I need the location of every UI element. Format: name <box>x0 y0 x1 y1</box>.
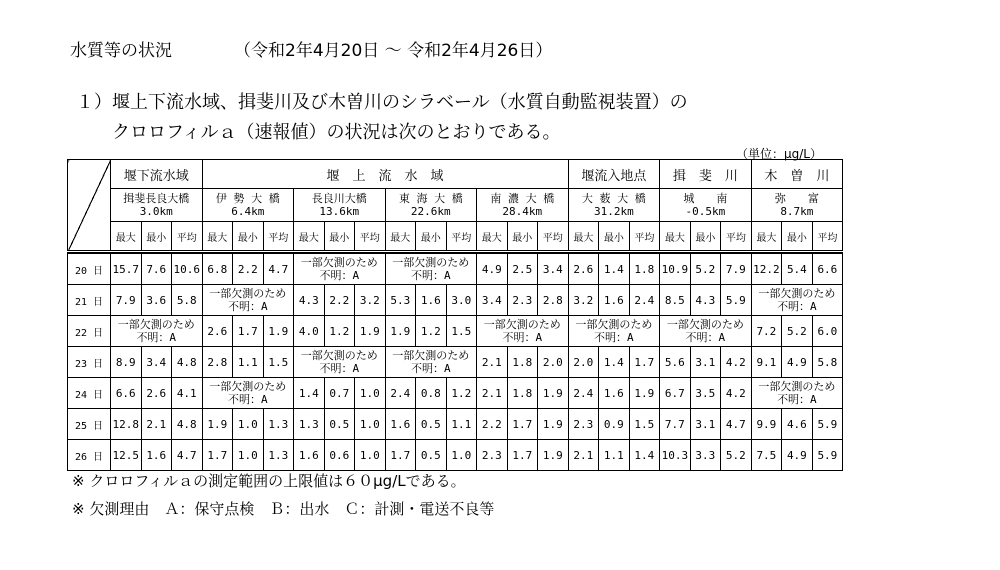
stat-label: 最小 <box>507 222 538 252</box>
value-cell: 1.9 <box>202 409 233 440</box>
stat-label: 最大 <box>477 222 508 252</box>
value-cell: 8.9 <box>111 347 142 378</box>
table-row <box>68 409 843 440</box>
value-cell: 9.9 <box>751 409 782 440</box>
missing-text: 一部欠測のため <box>758 380 836 393</box>
day-label: 21 日 <box>68 285 111 316</box>
value-cell: 3.6 <box>141 285 172 316</box>
value-cell: 1.0 <box>355 378 386 409</box>
stat-label: 最大 <box>294 222 325 252</box>
unit-note: （単位：μg/L） <box>736 147 822 161</box>
value-cell: 2.4 <box>629 285 660 316</box>
value-cell: 1.9 <box>538 378 569 409</box>
value-cell: 1.3 <box>263 409 294 440</box>
value-cell: 3.1 <box>690 347 721 378</box>
value-cell: 0.6 <box>324 440 355 471</box>
value-cell: 5.2 <box>782 316 813 347</box>
value-cell: 7.6 <box>141 254 172 285</box>
station-header <box>202 189 294 222</box>
value-cell: 1.4 <box>294 378 325 409</box>
value-cell: 2.1 <box>141 409 172 440</box>
station-header <box>385 189 477 222</box>
missing-reason: 不明：A <box>410 362 451 375</box>
station-name: 伊 勢 大 橋 <box>215 192 280 205</box>
value-cell: 1.8 <box>629 254 660 285</box>
value-cell: 3.4 <box>141 347 172 378</box>
table-row <box>68 347 843 378</box>
station-header <box>294 189 386 222</box>
missing-text: 一部欠測のため <box>209 380 287 393</box>
value-cell: 1.5 <box>446 316 477 347</box>
missing-data-cell <box>751 285 843 316</box>
missing-reason: 不明：A <box>227 393 268 406</box>
value-cell: 10.9 <box>660 254 691 285</box>
station-distance: -0.5km <box>685 205 726 218</box>
missing-text: 一部欠測のため <box>575 318 653 331</box>
station-name: 弥 富 <box>774 192 819 205</box>
value-cell: 4.7 <box>172 440 203 471</box>
value-cell: 7.9 <box>721 254 752 285</box>
intro-line-1: １）堰上下流水域、揖斐川及び木曽川のシラベール（水質自動監視装置）の <box>76 92 688 113</box>
note-missing-reasons: ※ 欠測理由 Ａ：保守点検 Ｂ：出水 Ｃ：計測・電送不良等 <box>72 500 495 518</box>
value-cell: 1.1 <box>233 347 264 378</box>
value-cell: 1.2 <box>324 316 355 347</box>
day-label: 25 日 <box>68 409 111 440</box>
value-cell: 10.6 <box>172 254 203 285</box>
missing-data-cell <box>294 254 386 285</box>
table-row <box>68 440 843 471</box>
value-cell: 4.6 <box>782 409 813 440</box>
station-distance: 31.2km <box>593 205 634 218</box>
value-cell: 4.2 <box>721 347 752 378</box>
value-cell: 1.1 <box>599 440 630 471</box>
station-distance: 3.0km <box>139 205 173 218</box>
stat-label: 最大 <box>568 222 599 252</box>
missing-text: 一部欠測のため <box>300 256 378 269</box>
station-distance: 13.6km <box>319 205 360 218</box>
missing-data-cell <box>294 347 386 378</box>
stat-label: 最小 <box>141 222 172 252</box>
stat-label: 最小 <box>324 222 355 252</box>
value-cell: 1.6 <box>599 285 630 316</box>
value-cell: 3.5 <box>690 378 721 409</box>
missing-reason: 不明：A <box>594 331 634 344</box>
day-label: 23 日 <box>68 347 111 378</box>
chlorophyll-table <box>67 159 843 471</box>
missing-reason: 不明：A <box>410 269 451 282</box>
station-name: 大 薮 大 橋 <box>581 192 646 205</box>
value-cell: 7.9 <box>111 285 142 316</box>
table-row <box>68 254 843 285</box>
value-cell: 1.8 <box>507 378 538 409</box>
value-cell: 3.2 <box>355 285 386 316</box>
station-distance: 28.4km <box>502 205 543 218</box>
stat-label: 平均 <box>629 222 660 252</box>
missing-text: 一部欠測のため <box>209 287 287 300</box>
missing-data-cell <box>202 378 294 409</box>
value-cell: 3.4 <box>538 254 569 285</box>
value-cell: 12.5 <box>111 440 142 471</box>
missing-data-cell <box>477 316 569 347</box>
value-cell: 1.6 <box>294 440 325 471</box>
day-label: 24 日 <box>68 378 111 409</box>
value-cell: 1.7 <box>385 440 416 471</box>
group-upstream: 堰 上 流 水 域 <box>202 160 568 189</box>
value-cell: 1.4 <box>629 440 660 471</box>
value-cell: 9.1 <box>751 347 782 378</box>
missing-text: 一部欠測のため <box>483 318 561 331</box>
value-cell: 1.6 <box>141 440 172 471</box>
missing-text: 一部欠測のため <box>758 287 836 300</box>
group-inflow: 堰流入地点 <box>568 160 660 189</box>
value-cell: 1.1 <box>446 409 477 440</box>
station-distance: 8.7km <box>780 205 814 218</box>
stat-label: 最小 <box>416 222 447 252</box>
station-header <box>477 189 569 222</box>
value-cell: 2.0 <box>568 347 599 378</box>
heading-period: （令和2年4月20日 ～ 令和2年4月26日） <box>234 41 553 61</box>
missing-reason: 不明：A <box>777 393 817 406</box>
value-cell: 2.2 <box>233 254 264 285</box>
missing-data-cell <box>111 316 203 347</box>
station-header <box>751 189 843 222</box>
value-cell: 1.6 <box>599 378 630 409</box>
value-cell: 5.9 <box>812 440 843 471</box>
missing-data-cell <box>751 378 843 409</box>
value-cell: 1.6 <box>416 285 447 316</box>
stat-label: 平均 <box>721 222 752 252</box>
group-kiso-river: 木 曽 川 <box>751 160 843 189</box>
value-cell: 5.9 <box>721 285 752 316</box>
value-cell: 2.5 <box>507 254 538 285</box>
value-cell: 15.7 <box>111 254 142 285</box>
note-range: ※ クロロフィルａの測定範囲の上限値は６０μg/Lである。 <box>72 472 466 490</box>
value-cell: 4.3 <box>294 285 325 316</box>
value-cell: 1.5 <box>629 409 660 440</box>
value-cell: 1.0 <box>233 440 264 471</box>
missing-reason: 不明：A <box>777 300 817 313</box>
missing-reason: 不明：A <box>685 331 726 344</box>
value-cell: 1.2 <box>416 316 447 347</box>
value-cell: 2.6 <box>568 254 599 285</box>
value-cell: 6.8 <box>202 254 233 285</box>
station-name: 長良川大橋 <box>311 192 367 205</box>
value-cell: 5.2 <box>721 440 752 471</box>
stat-label: 平均 <box>812 222 843 252</box>
missing-reason: 不明：A <box>319 269 360 282</box>
value-cell: 0.5 <box>324 409 355 440</box>
value-cell: 6.7 <box>660 378 691 409</box>
value-cell: 4.8 <box>172 409 203 440</box>
stat-label: 平均 <box>263 222 294 252</box>
value-cell: 2.0 <box>538 347 569 378</box>
value-cell: 4.3 <box>690 285 721 316</box>
stat-label: 平均 <box>172 222 203 252</box>
value-cell: 1.4 <box>599 347 630 378</box>
stat-label: 最大 <box>202 222 233 252</box>
value-cell: 5.8 <box>812 347 843 378</box>
value-cell: 4.9 <box>782 347 813 378</box>
value-cell: 6.6 <box>111 378 142 409</box>
station-distance: 6.4km <box>231 205 265 218</box>
value-cell: 1.0 <box>233 409 264 440</box>
value-cell: 4.9 <box>477 254 508 285</box>
value-cell: 3.0 <box>446 285 477 316</box>
value-cell: 1.0 <box>355 440 386 471</box>
value-cell: 1.7 <box>507 440 538 471</box>
missing-text: 一部欠測のため <box>392 349 470 362</box>
value-cell: 1.9 <box>263 316 294 347</box>
stat-label: 最大 <box>111 222 142 252</box>
stat-label: 最大 <box>660 222 691 252</box>
value-cell: 0.8 <box>416 378 447 409</box>
value-cell: 1.4 <box>599 254 630 285</box>
value-cell: 4.9 <box>782 440 813 471</box>
value-cell: 2.1 <box>477 378 508 409</box>
station-distance: 22.6km <box>410 205 451 218</box>
value-cell: 7.5 <box>751 440 782 471</box>
value-cell: 1.7 <box>233 316 264 347</box>
stat-label: 平均 <box>446 222 477 252</box>
value-cell: 1.6 <box>385 409 416 440</box>
value-cell: 1.8 <box>507 347 538 378</box>
stat-label: 平均 <box>538 222 569 252</box>
value-cell: 3.1 <box>690 409 721 440</box>
value-cell: 3.3 <box>690 440 721 471</box>
value-cell: 10.3 <box>660 440 691 471</box>
heading-title: 水質等の状況 <box>70 41 172 61</box>
page-heading <box>70 36 552 61</box>
missing-text: 一部欠測のため <box>392 256 470 269</box>
missing-text: 一部欠測のため <box>300 349 378 362</box>
stat-label: 最大 <box>385 222 416 252</box>
value-cell: 6.6 <box>812 254 843 285</box>
corner-diagonal-cell <box>68 160 111 252</box>
value-cell: 2.8 <box>538 285 569 316</box>
value-cell: 1.0 <box>355 409 386 440</box>
value-cell: 4.2 <box>721 378 752 409</box>
missing-reason: 不明：A <box>227 300 268 313</box>
day-label: 20 日 <box>68 254 111 285</box>
table-row <box>68 316 843 347</box>
intro-line-2: クロロフィルａ（速報値）の状況は次のとおりである。 <box>112 122 561 143</box>
station-name: 東 海 大 橋 <box>398 192 463 205</box>
stat-label: 最小 <box>233 222 264 252</box>
value-cell: 2.4 <box>385 378 416 409</box>
value-cell: 4.7 <box>721 409 752 440</box>
day-label: 26 日 <box>68 440 111 471</box>
group-downstream: 堰下流水域 <box>111 160 203 189</box>
station-name: 南 濃 大 橋 <box>490 192 555 205</box>
station-header <box>568 189 660 222</box>
value-cell: 0.5 <box>416 440 447 471</box>
value-cell: 3.4 <box>477 285 508 316</box>
value-cell: 1.9 <box>538 409 569 440</box>
value-cell: 1.5 <box>263 347 294 378</box>
value-cell: 0.9 <box>599 409 630 440</box>
value-cell: 5.4 <box>782 254 813 285</box>
station-name: 揖斐長良大橋 <box>123 192 190 205</box>
value-cell: 1.3 <box>294 409 325 440</box>
value-cell: 1.7 <box>629 347 660 378</box>
value-cell: 4.1 <box>172 378 203 409</box>
value-cell: 2.1 <box>477 347 508 378</box>
station-name: 城 南 <box>683 192 728 205</box>
value-cell: 2.6 <box>202 316 233 347</box>
value-cell: 4.0 <box>294 316 325 347</box>
value-cell: 5.9 <box>812 409 843 440</box>
station-header <box>660 189 752 222</box>
value-cell: 12.2 <box>751 254 782 285</box>
value-cell: 0.7 <box>324 378 355 409</box>
stat-label: 平均 <box>355 222 386 252</box>
value-cell: 5.6 <box>660 347 691 378</box>
value-cell: 4.8 <box>172 347 203 378</box>
value-cell: 1.7 <box>202 440 233 471</box>
value-cell: 6.0 <box>812 316 843 347</box>
stat-label: 最小 <box>690 222 721 252</box>
station-header <box>111 189 203 222</box>
value-cell: 0.5 <box>416 409 447 440</box>
value-cell: 1.9 <box>629 378 660 409</box>
value-cell: 7.7 <box>660 409 691 440</box>
value-cell: 2.2 <box>477 409 508 440</box>
value-cell: 2.3 <box>568 409 599 440</box>
stat-label: 最小 <box>782 222 813 252</box>
value-cell: 1.9 <box>355 316 386 347</box>
missing-reason: 不明：A <box>502 331 543 344</box>
value-cell: 2.2 <box>324 285 355 316</box>
missing-data-cell <box>202 285 294 316</box>
missing-data-cell <box>568 316 660 347</box>
value-cell: 5.2 <box>690 254 721 285</box>
value-cell: 1.0 <box>446 440 477 471</box>
stat-label: 最大 <box>751 222 782 252</box>
group-ibi-river: 揖 斐 川 <box>660 160 752 189</box>
value-cell: 5.8 <box>172 285 203 316</box>
value-cell: 3.2 <box>568 285 599 316</box>
missing-text: 一部欠測のため <box>666 318 744 331</box>
value-cell: 1.9 <box>538 440 569 471</box>
value-cell: 2.6 <box>141 378 172 409</box>
missing-text: 一部欠測のため <box>117 318 195 331</box>
value-cell: 2.3 <box>507 285 538 316</box>
value-cell: 2.3 <box>477 440 508 471</box>
day-label: 22 日 <box>68 316 111 347</box>
table-row <box>68 285 843 316</box>
value-cell: 1.3 <box>263 440 294 471</box>
value-cell: 12.8 <box>111 409 142 440</box>
missing-data-cell <box>660 316 752 347</box>
value-cell: 1.2 <box>446 378 477 409</box>
value-cell: 2.1 <box>568 440 599 471</box>
value-cell: 4.7 <box>263 254 294 285</box>
value-cell: 1.9 <box>385 316 416 347</box>
stat-label: 最小 <box>599 222 630 252</box>
missing-data-cell <box>385 347 477 378</box>
value-cell: 5.3 <box>385 285 416 316</box>
missing-reason: 不明：A <box>136 331 177 344</box>
missing-reason: 不明：A <box>319 362 360 375</box>
value-cell: 7.2 <box>751 316 782 347</box>
missing-data-cell <box>385 254 477 285</box>
table-row <box>68 378 843 409</box>
value-cell: 8.5 <box>660 285 691 316</box>
value-cell: 1.7 <box>507 409 538 440</box>
value-cell: 2.8 <box>202 347 233 378</box>
value-cell: 2.4 <box>568 378 599 409</box>
